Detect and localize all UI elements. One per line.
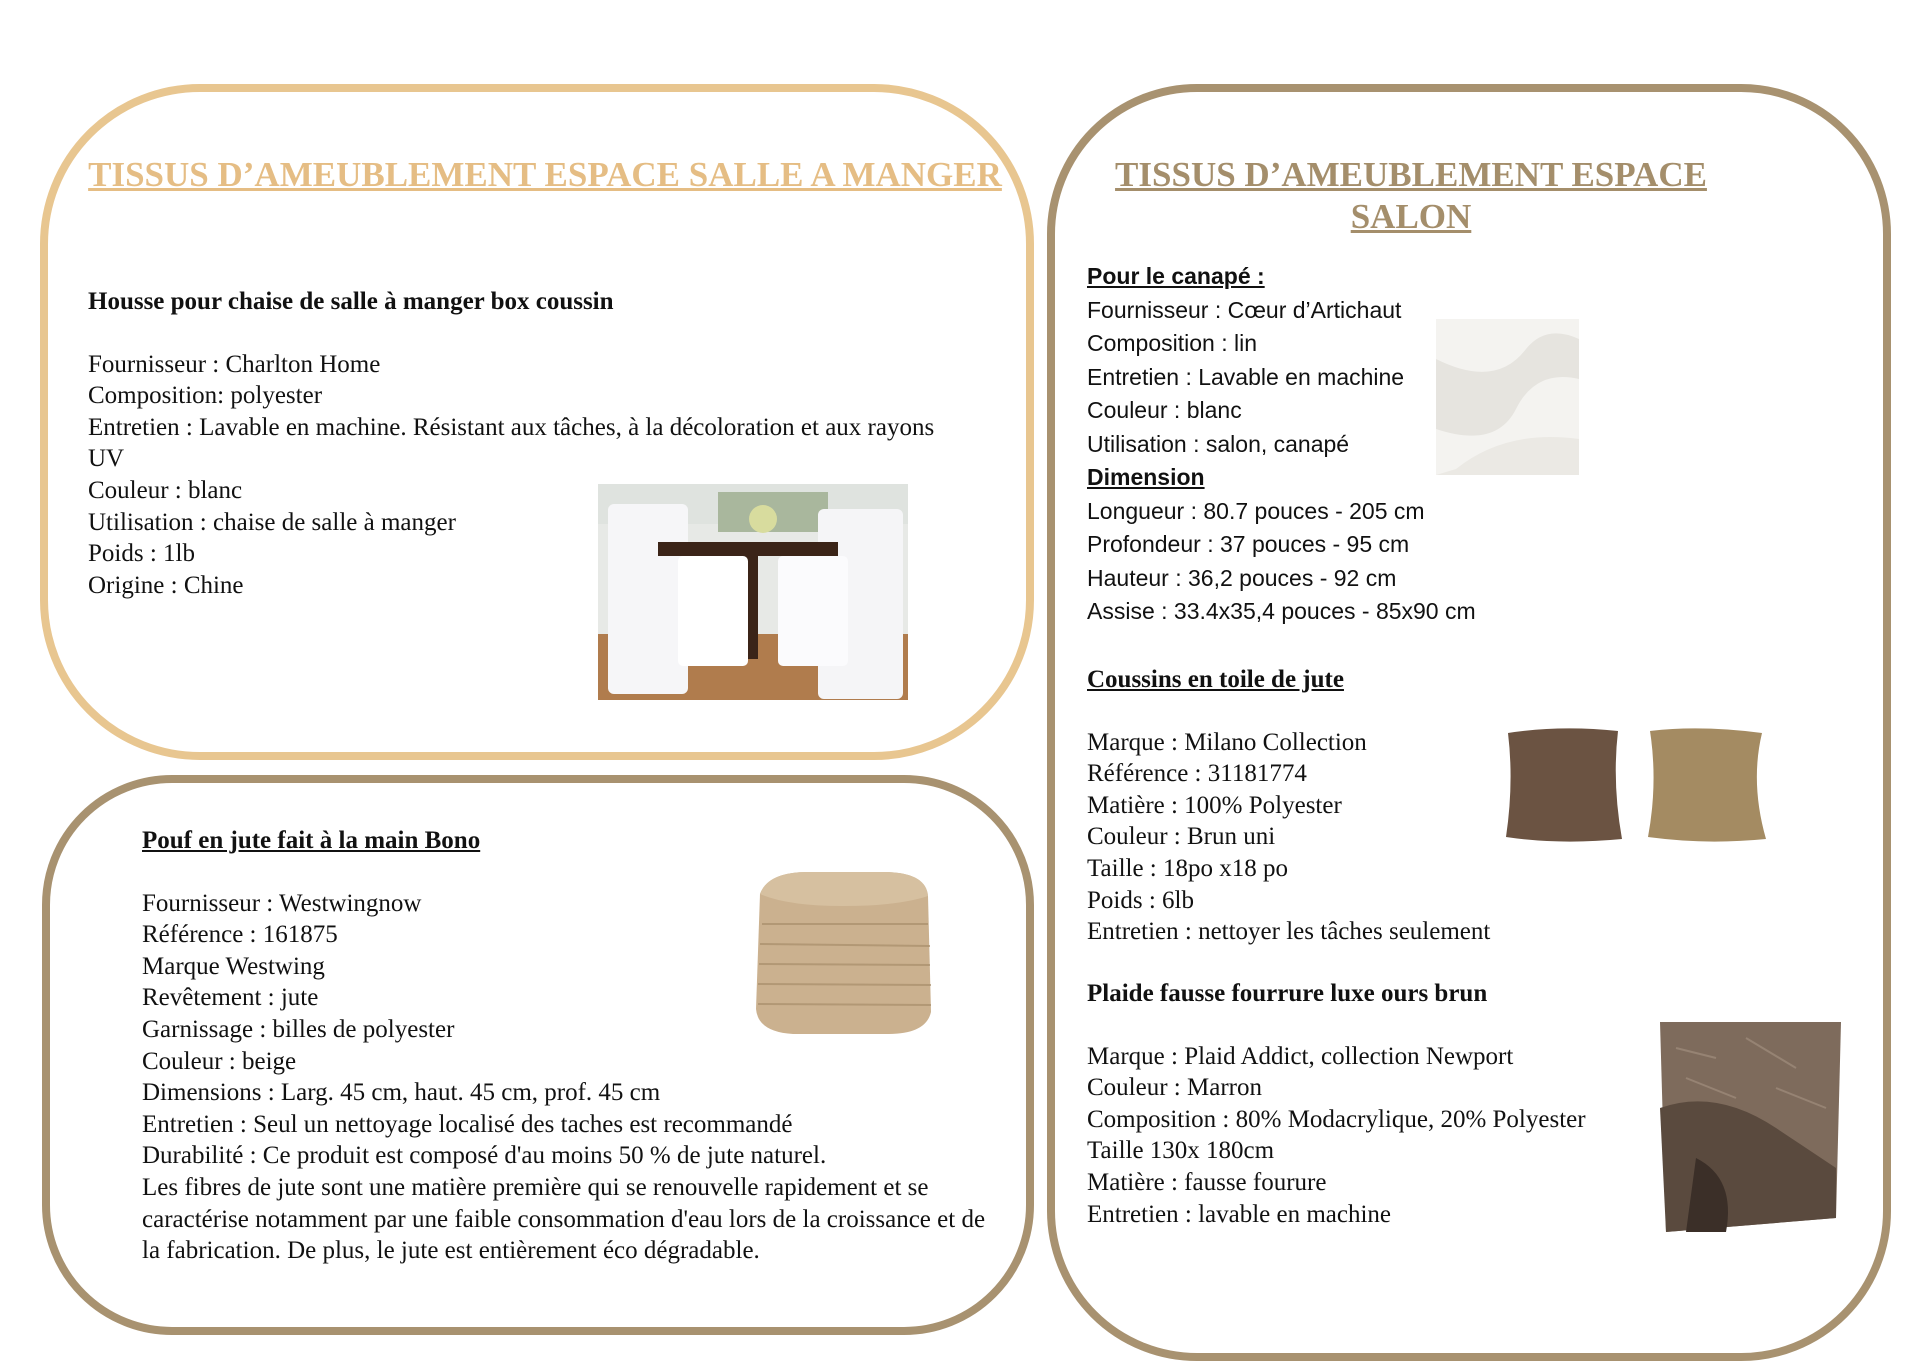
linen-fabric-photo <box>1436 319 1579 475</box>
pouf-line: Dimensions : Larg. 45 cm, haut. 45 cm, prof. 45 cm <box>142 1079 661 1107</box>
cushion-line: Entretien : nettoyer les tâches seulement <box>1087 918 1491 946</box>
dining-line: Couleur : blanc <box>88 476 243 504</box>
cushion-line: Référence : 31181774 <box>1087 760 1307 788</box>
pouf-line: Couleur : beige <box>142 1047 297 1075</box>
dimension-line: Longueur : 80.7 pouces - 205 cm <box>1087 497 1425 524</box>
dining-room-title: TISSUS D’AMEUBLEMENT ESPACE SALLE A MANGER <box>88 155 1002 194</box>
dimension-line: Profondeur : 37 pouces - 95 cm <box>1087 531 1410 557</box>
pouf-line: Entretien : Seul un nettoyage localisé des taches est recommandé <box>142 1110 793 1138</box>
dining-chair-cover-photo <box>598 484 908 700</box>
dimension-line: Assise : 33.4x35,4 pouces - 85x90 cm <box>1087 598 1476 624</box>
pouf-line: Garnissage : billes de polyester <box>142 1015 455 1043</box>
pouf-line: Marque Westwing <box>142 952 325 980</box>
cushion-line: Matière : 100% Polyester <box>1087 791 1342 819</box>
sofa-line: Entretien : Lavable en machine <box>1087 363 1405 390</box>
throw-line: Couleur : Marron <box>1087 1074 1262 1102</box>
cushions-heading: Coussins en toile de jute <box>1087 666 1344 693</box>
chair-cover-heading: Housse pour chaise de salle à manger box coussin <box>88 288 614 315</box>
pouf-line: Durabilité : Ce produit est composé d'au moins 50 % de jute naturel. <box>142 1142 827 1170</box>
throw-line: Taille 130x 180cm <box>1087 1137 1275 1165</box>
dimension-line: Hauteur : 36,2 pouces - 92 cm <box>1087 564 1397 591</box>
cushion-line: Poids : 6lb <box>1087 886 1194 914</box>
living-room-title: TISSUS D’AMEUBLEMENT ESPACE SALON <box>1115 155 1707 236</box>
throw-line: Marque : Plaid Addict, collection Newport <box>1087 1042 1514 1070</box>
pouf-line: Fournisseur : Westwingnow <box>142 889 422 917</box>
jute-pouf-photo <box>748 864 938 1040</box>
sofa-line: Composition : lin <box>1087 330 1258 356</box>
sofa-line: Couleur : blanc <box>1087 397 1242 423</box>
pouf-heading: Pouf en jute fait à la main Bono <box>142 827 481 854</box>
throw-line: Entretien : lavable en machine <box>1087 1200 1392 1228</box>
pouf-line: Revêtement : jute <box>142 984 319 1012</box>
dining-line: Fournisseur : Charlton Home <box>88 350 381 378</box>
throw-block <box>1087 978 1687 1230</box>
throw-line: Matière : fausse fourure <box>1087 1168 1327 1196</box>
dining-line: Poids : 1lb <box>88 540 195 568</box>
pouf-line: Les fibres de jute sont une matière première qui se renouvelle rapidement et se caractérise notamment par une faible consommation d'eau lors de la croissance et de la fabrication. De plus, le jute est entièrement éco dégradable. <box>142 1173 986 1265</box>
pouf-line: Référence : 161875 <box>142 921 338 949</box>
cushion-line: Couleur : Brun uni <box>1087 823 1276 851</box>
dining-line: Utilisation : chaise de salle à manger <box>88 508 456 536</box>
sofa-line: Fournisseur : Cœur d’Artichaut <box>1087 296 1402 323</box>
dining-line: Origine : Chine <box>88 571 244 599</box>
dining-line: Composition: polyester <box>88 382 323 410</box>
cushion-line: Taille : 18po x18 po <box>1087 854 1289 882</box>
sofa-heading: Pour le canapé : <box>1087 263 1265 289</box>
dimension-heading: Dimension <box>1087 464 1205 490</box>
jute-cushions-photo <box>1500 723 1770 845</box>
throw-line: Composition : 80% Modacrylique, 20% Polyester <box>1087 1105 1586 1133</box>
throw-heading: Plaide fausse fourrure luxe ours brun <box>1087 980 1488 1007</box>
cushion-line: Marque : Milano Collection <box>1087 728 1367 756</box>
faux-fur-throw-photo <box>1656 1018 1841 1240</box>
sofa-line: Utilisation : salon, canapé <box>1087 430 1350 457</box>
dining-line: Entretien : Lavable en machine. Résistant aux tâches, à la décoloration et aux rayons UV <box>88 413 935 473</box>
